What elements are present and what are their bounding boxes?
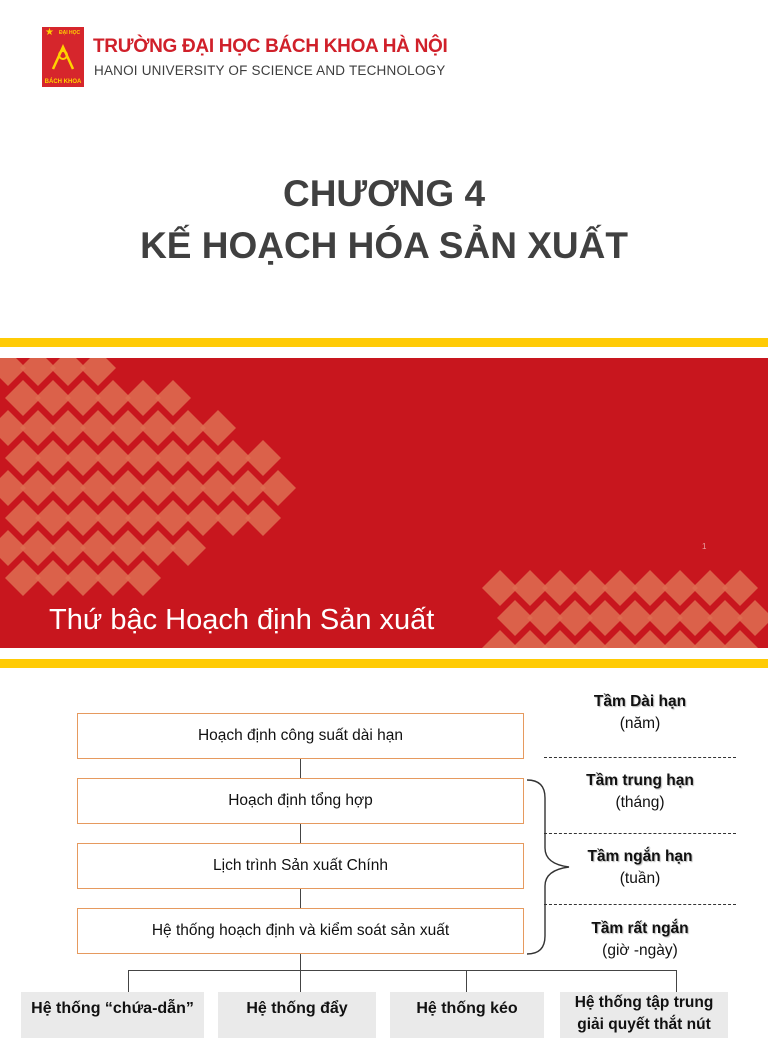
horizon-medium (545, 770, 735, 814)
pattern-diamond (155, 380, 191, 416)
horizon-long (545, 691, 735, 735)
pattern-diamond (722, 570, 758, 606)
system-bottleneck: Hệ thống tập trung giải quyết thắt nút (560, 992, 728, 1038)
bottom-yellow-rule (0, 659, 768, 668)
university-name-en: HANOI UNIVERSITY OF SCIENCE AND TECHNOLOGY (94, 63, 446, 78)
university-logo (42, 27, 84, 87)
horizon-long-title: Tầm Dài hạn (593, 693, 687, 710)
horizon-divider (544, 833, 736, 834)
horizon-short-title: Tầm ngắn hạn (587, 848, 693, 865)
pattern-diamond (200, 410, 236, 446)
university-name-vn: TRƯỜNG ĐẠI HỌC BÁCH KHOA HÀ NỘI (93, 36, 448, 57)
level-capacity-planning: Hoạch định công suất dài hạn (77, 713, 524, 759)
pattern-diamond (737, 600, 768, 636)
tree-branch (676, 970, 677, 992)
chapter-title: KẾ HOẠCH HÓA SẢN XUẤT (140, 225, 628, 266)
system-pull: Hệ thống kéo (390, 992, 544, 1038)
horizon-very-short-unit: (giờ -ngày) (602, 942, 678, 959)
pattern-diamond (245, 500, 281, 536)
connector (300, 824, 301, 843)
horizon-short-unit: (tuần) (619, 870, 661, 887)
pattern-diamond (20, 358, 56, 386)
horizon-medium-unit: (tháng) (615, 794, 665, 811)
level-aggregate-planning: Hoạch định tổng hợp (77, 778, 524, 824)
tree-branch (128, 970, 129, 992)
tree-horizontal-line (128, 970, 676, 971)
page-number: 1 (702, 542, 707, 551)
horizon-divider (544, 904, 736, 905)
slide-title: Thứ bậc Hoạch định Sản xuất (49, 604, 435, 636)
logo-emblem-icon (50, 41, 76, 71)
pattern-diamond (50, 358, 86, 386)
system-push-pull-hold: Hệ thống “chứa-dẫn” (21, 992, 204, 1038)
pattern-diamond (125, 560, 161, 596)
connector (300, 954, 301, 971)
level-production-control: Hệ thống hoạch định và kiểm soát sản xuất (77, 908, 524, 954)
connector (300, 759, 301, 778)
horizon-short (545, 846, 735, 890)
connector (300, 889, 301, 908)
tree-branch (300, 970, 301, 992)
horizon-divider (544, 757, 736, 758)
horizon-very-short (545, 918, 735, 962)
logo-text-top: ĐẠI HỌC (59, 30, 81, 36)
pattern-diamond (170, 530, 206, 566)
horizon-long-unit: (năm) (619, 715, 661, 732)
tree-branch (466, 970, 467, 992)
pattern-diamond (80, 358, 116, 386)
level-master-schedule: Lịch trình Sản xuất Chính (77, 843, 524, 889)
top-yellow-rule (0, 338, 768, 347)
pattern-diamond (260, 470, 296, 506)
horizon-very-short-title: Tầm rất ngắn (591, 920, 689, 937)
pattern-diamond (245, 440, 281, 476)
star-icon: ★ (45, 27, 54, 38)
logo-text-bottom: BÁCH KHOA (44, 79, 82, 85)
horizon-medium-title: Tầm trung hạn (586, 772, 694, 789)
chapter-number: CHƯƠNG 4 (282, 173, 486, 214)
system-push: Hệ thống đẩy (218, 992, 376, 1038)
